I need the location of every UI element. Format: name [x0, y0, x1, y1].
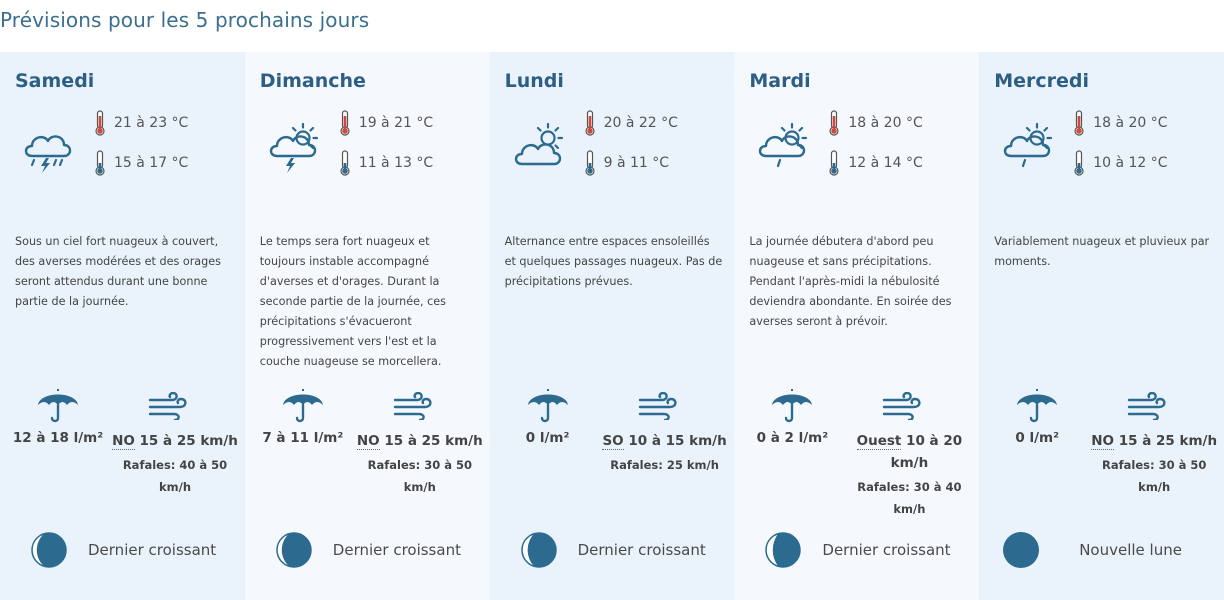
- temp-min: 15 à 17 °C: [114, 155, 189, 171]
- forecast-description: Le temps sera fort nuageux et toujours instable accompagné d'averses et d'orages. Durant la seconde partie de la journée, ces précipitations s'évacueront progressivement vers l'est et la couche nuageuse se morcellera.: [259, 235, 446, 368]
- forecast-description: Sous un ciel fort nuageux à couvert, des averses modérées et des orages seront attendus durant une bonne partie de la journée.: [15, 235, 221, 308]
- wind-info: [600, 430, 730, 476]
- sun-cloud-thunder-icon: [265, 120, 323, 174]
- wind-icon: [882, 392, 922, 420]
- temp-min: 11 à 13 °C: [358, 155, 434, 171]
- wind-speed: 15 à 25 km/h: [379, 433, 483, 449]
- day-name: Mardi: [749, 70, 811, 92]
- wind-icon: [638, 392, 678, 420]
- thermometer-hot-icon: [584, 110, 596, 136]
- wind-icon: [393, 392, 433, 420]
- wind-direction[interactable]: Ouest: [856, 433, 902, 449]
- temp-max: 18 à 20 °C: [1093, 115, 1168, 131]
- wind-speed: 10 à 15 km/h: [623, 433, 727, 449]
- moon-last-quarter-icon: [519, 530, 559, 570]
- moon-phase: Dernier croissant: [332, 541, 461, 559]
- temp-min: 10 à 12 °C: [1093, 155, 1168, 171]
- temp-min: 12 à 14 °C: [848, 155, 923, 171]
- forecast-days: [0, 52, 1224, 600]
- rain-amount: 12 à 18 l/m²: [12, 430, 104, 446]
- wind-info: [844, 430, 974, 520]
- thermometer-cold-icon: [1073, 150, 1085, 176]
- moon-phase: Dernier croissant: [88, 541, 217, 559]
- temp-max: 19 à 21 °C: [358, 115, 434, 131]
- wind-direction[interactable]: NO: [1091, 433, 1115, 449]
- thunderstorm-rain-icon: [20, 120, 78, 174]
- thermometer-cold-icon: [94, 150, 106, 176]
- temp-min: 9 à 11 °C: [603, 155, 670, 171]
- umbrella-icon: [36, 385, 80, 425]
- rain-amount: 0 l/m²: [1015, 430, 1059, 446]
- temp-max: 18 à 20 °C: [848, 115, 923, 131]
- thermometer-cold-icon: [339, 150, 351, 176]
- wind-icon: [1127, 392, 1167, 420]
- wind-direction[interactable]: NO: [356, 433, 380, 449]
- temp-max: 20 à 22 °C: [603, 115, 678, 131]
- wind-gusts: Rafales: 25 km/h: [610, 458, 719, 472]
- umbrella-icon: [770, 385, 814, 425]
- sun-cloud-icon: [510, 120, 568, 174]
- thermometer-hot-icon: [1073, 110, 1085, 136]
- rain-amount: 0 à 2 l/m²: [756, 430, 829, 446]
- wind-info: [1089, 430, 1219, 498]
- wind-gusts: Rafales: 30 à 50 km/h: [367, 458, 472, 494]
- wind-info: [355, 430, 485, 498]
- day-card-dimanche: [245, 52, 490, 600]
- wind-speed: 10 à 20 km/h: [890, 433, 963, 471]
- day-name: Samedi: [15, 70, 95, 92]
- moon-phase: Nouvelle lune: [1079, 541, 1182, 559]
- wind-speed: 15 à 25 km/h: [134, 433, 238, 449]
- day-card-mercredi: [979, 52, 1224, 600]
- wind-speed: 15 à 25 km/h: [1114, 433, 1218, 449]
- rain-amount: 7 à 11 l/m²: [262, 430, 344, 446]
- rain-amount: 0 l/m²: [525, 430, 570, 446]
- moon-last-quarter-icon: [29, 530, 69, 570]
- umbrella-icon: [281, 385, 325, 425]
- umbrella-icon: [526, 385, 570, 425]
- thermometer-hot-icon: [94, 110, 106, 136]
- sun-cloud-rain-icon: [754, 120, 812, 174]
- thermometer-cold-icon: [828, 150, 840, 176]
- moon-new-icon: [1001, 530, 1041, 570]
- moon-last-quarter-icon: [763, 530, 803, 570]
- page-title: Prévisions pour les 5 prochains jours: [0, 8, 370, 32]
- wind-icon: [148, 392, 188, 420]
- wind-gusts: Rafales: 30 à 50 km/h: [1102, 458, 1207, 494]
- forecast-description: Alternance entre espaces ensoleillés et quelques passages nuageux. Pas de précipitations prévues.: [504, 235, 723, 288]
- day-card-samedi: [0, 52, 245, 600]
- wind-direction[interactable]: SO: [602, 433, 624, 449]
- umbrella-icon: [1015, 385, 1059, 425]
- day-card-mardi: [734, 52, 979, 600]
- day-name: Mercredi: [994, 70, 1089, 92]
- wind-direction[interactable]: NO: [112, 433, 135, 449]
- moon-phase: Dernier croissant: [822, 541, 951, 559]
- day-name: Lundi: [504, 70, 564, 92]
- wind-gusts: Rafales: 40 à 50 km/h: [122, 458, 228, 494]
- forecast-description: Variablement nuageux et pluvieux par moments.: [994, 235, 1210, 268]
- thermometer-cold-icon: [584, 150, 596, 176]
- sun-cloud-rain-icon: [999, 120, 1057, 174]
- thermometer-hot-icon: [339, 110, 351, 136]
- thermometer-hot-icon: [828, 110, 840, 136]
- day-name: Dimanche: [259, 70, 366, 92]
- day-card-lundi: [490, 52, 735, 600]
- temp-max: 21 à 23 °C: [114, 115, 189, 131]
- wind-gusts: Rafales: 30 à 40 km/h: [857, 480, 962, 516]
- wind-info: [110, 430, 240, 498]
- moon-phase: Dernier croissant: [577, 541, 706, 559]
- moon-last-quarter-icon: [274, 530, 314, 570]
- forecast-description: La journée débutera d'abord peu nuageuse et sans précipitations. Pendant l'après-midi la nébulosité deviendra abondante. En soirée des averses seront à prévoir.: [749, 235, 952, 328]
